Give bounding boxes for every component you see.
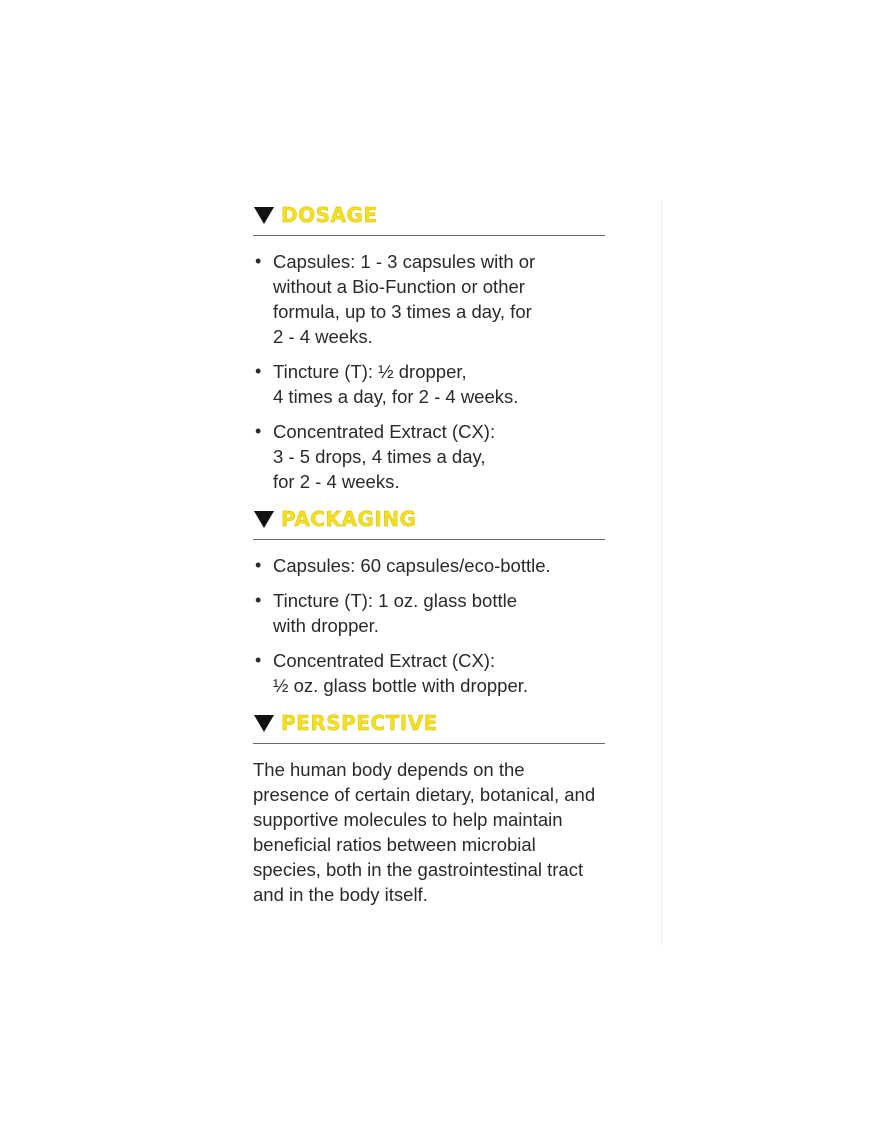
perspective-section xyxy=(253,708,605,907)
bullet: • xyxy=(255,555,262,575)
perspective-paragraph: The human body depends on the presence of certain dietary, botanical, and supportive molecules to help maintain beneficial ratios between microbial species, both in the gastrointestinal tract and in the body itself. xyxy=(253,759,596,905)
dosage-header xyxy=(253,200,605,230)
perspective-heading: PERSPECTIVE xyxy=(281,711,438,735)
list-item xyxy=(253,249,605,349)
bullet: • xyxy=(255,251,262,271)
section-rule xyxy=(253,743,605,744)
dosage-capsules: Capsules: 1 - 3 capsules with or without a Bio-Function or other formula, up to 3 times a day, for 2 - 4 weeks. xyxy=(273,251,536,347)
bullet: • xyxy=(255,421,262,441)
packaging-tincture: Tincture (T): 1 oz. glass bottle with dropper. xyxy=(273,590,518,636)
packaging-list xyxy=(253,553,605,698)
list-item xyxy=(253,588,605,638)
down-triangle-icon xyxy=(254,511,274,528)
column-divider xyxy=(661,200,662,945)
list-item xyxy=(253,648,605,698)
packaging-extract: Concentrated Extract (CX): ½ oz. glass bottle with dropper. xyxy=(273,650,529,696)
packaging-header xyxy=(253,504,605,534)
down-triangle-icon xyxy=(254,715,274,732)
list-item xyxy=(253,553,605,578)
section-rule xyxy=(253,539,605,540)
section-rule xyxy=(253,235,605,236)
packaging-section xyxy=(253,504,605,698)
dosage-list xyxy=(253,249,605,494)
info-panel xyxy=(253,200,605,926)
packaging-heading: PACKAGING xyxy=(281,507,417,531)
dosage-section xyxy=(253,200,605,494)
list-item xyxy=(253,359,605,409)
dosage-tincture: Tincture (T): ½ dropper, 4 times a day, for 2 - 4 weeks. xyxy=(273,361,519,407)
down-triangle-icon xyxy=(254,207,274,224)
bullet: • xyxy=(255,361,262,381)
packaging-capsules: Capsules: 60 capsules/eco-bottle. xyxy=(273,555,551,576)
bullet: • xyxy=(255,650,262,670)
perspective-header xyxy=(253,708,605,738)
list-item xyxy=(253,419,605,494)
dosage-heading: DOSAGE xyxy=(281,203,378,227)
bullet: • xyxy=(255,590,262,610)
dosage-extract: Concentrated Extract (CX): 3 - 5 drops, 4 times a day, for 2 - 4 weeks. xyxy=(273,421,496,492)
